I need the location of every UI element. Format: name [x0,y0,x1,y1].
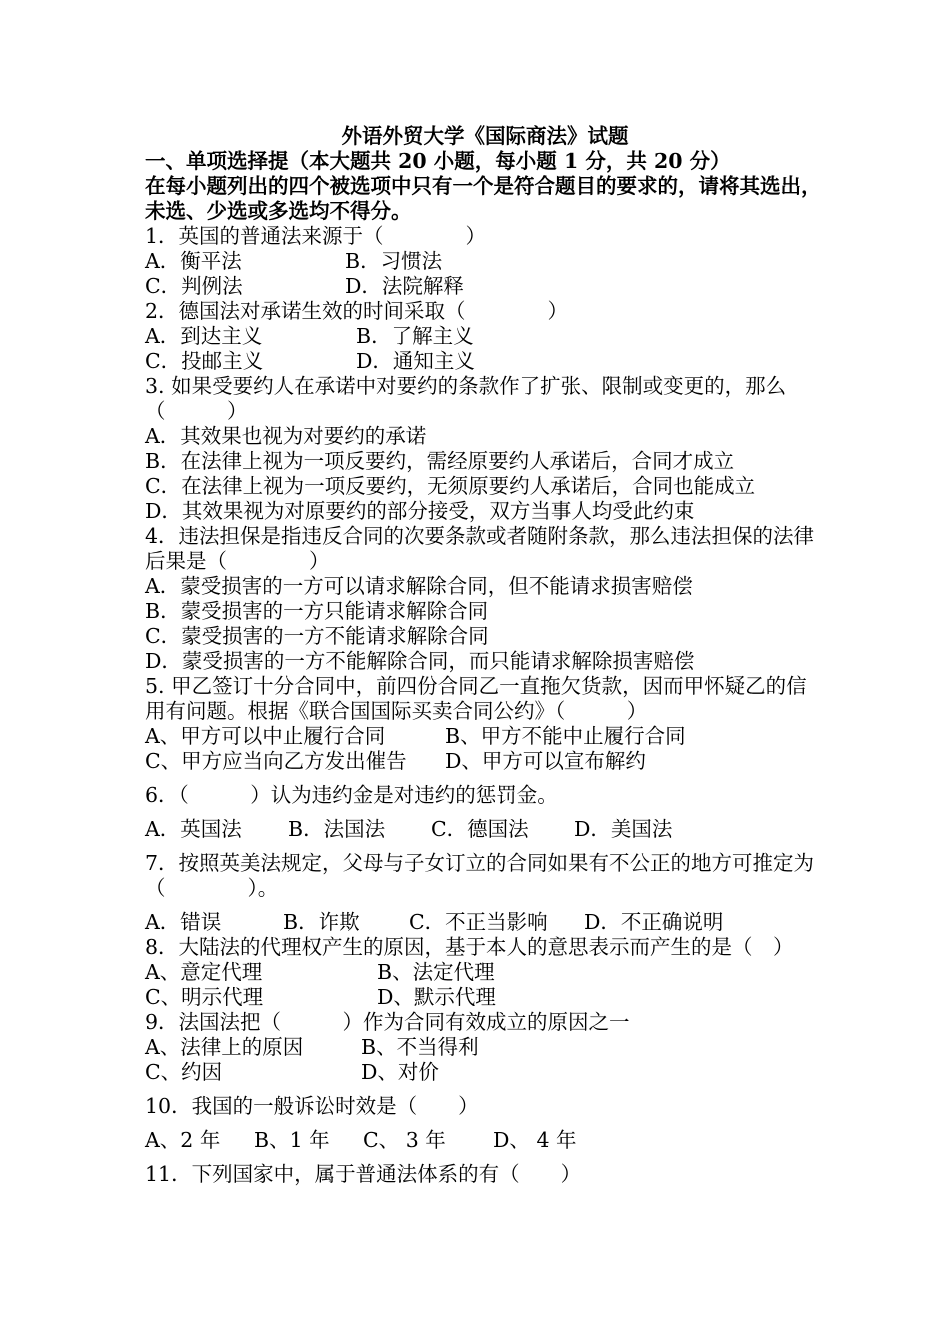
question-7-stem: 7．按照英美法规定，父母与子女订立的合同如果有不公正的地方可推定为（ ）。 [145,851,815,900]
question-11-stem: 11．下列国家中，属于普通法体系的有（ ） [145,1162,582,1186]
question-8-stem: 8．大陆法的代理权产生的原因，基于本人的意思表示而产生的是（ ） [145,935,794,959]
exam-title: 外语外贸大学《国际商法》试题 [341,124,629,148]
question-10-stem: 10．我国的一般诉讼时效是（ ） [145,1094,479,1118]
section-instruction: 在每小题列出的四个被选项中只有一个是符合题目的要求的，请将其选出，未选、少选或多选均不得分。 [145,174,822,223]
option-b: B．在法律上视为一项反要约，需经原要约人承诺后，合同才成立 [145,449,735,473]
option-b: B、不当得利 [361,1035,479,1059]
option-d: D．不正确说明 [584,910,724,934]
question-5-stem: 5. 甲乙签订十分合同中，前四份合同乙一直拖欠货款，因而甲怀疑乙的信用有问题。根据《联合国国际买卖合同公约》（ ） [145,674,807,723]
option-a: A．其效果也视为对要约的承诺 [145,424,427,448]
option-a: A、2 年 [145,1128,221,1152]
option-c: C．蒙受损害的一方不能请求解除合同 [145,624,489,648]
option-b: B．蒙受损害的一方只能请求解除合同 [145,599,489,623]
question-4-stem: 4．违法担保是指违反合同的次要条款或者随附条款，那么违法担保的法律后果是（ ） [145,524,815,573]
option-a: A．错误 [145,910,222,934]
option-a: A．蒙受损害的一方可以请求解除合同，但不能请求损害赔偿 [145,574,693,598]
option-c: C、约因 [145,1060,223,1084]
option-b: B．诈欺 [283,910,360,934]
option-a: A、甲方可以中止履行合同 [145,724,386,748]
option-b: B．习惯法 [345,249,443,273]
option-b: B．法国法 [288,817,386,841]
option-a: A．英国法 [145,817,242,841]
question-6-options-row [145,817,825,842]
question-5-options-row-1 [145,724,825,749]
option-a: A、意定代理 [145,960,263,984]
question-2-options-row-1 [145,324,825,349]
option-c: C、 3 年 [363,1128,446,1152]
option-c: C、甲方应当向乙方发出催告 [145,749,407,773]
option-d: D、默示代理 [377,985,496,1009]
option-a: A．衡平法 [145,249,242,273]
option-c: C．德国法 [431,817,529,841]
option-c: C．判例法 [145,274,243,298]
question-9-stem: 9．法国法把（ ）作为合同有效成立的原因之一 [145,1010,630,1034]
question-1-options-row-2 [145,274,825,299]
option-d: D．通知主义 [356,349,475,373]
question-1-options-row-1 [145,249,825,274]
question-2-options-row-2 [145,349,825,374]
question-8-options-row-2 [145,985,825,1010]
section-heading: 一、单项选择提（本大题共 20 小题，每小题 1 分，共 20 分） [145,149,731,173]
question-3-stem: 3. 如果受要约人在承诺中对要约的条款作了扩张、限制或变更的，那么（ ） [145,374,787,423]
option-d: D、对价 [361,1060,439,1084]
option-b: B、甲方不能中止履行合同 [445,724,686,748]
option-d: D．美国法 [574,817,673,841]
question-9-options-row-2 [145,1060,825,1085]
question-5-options-row-2 [145,749,825,774]
question-7-options-row [145,910,825,935]
question-2-stem: 2．德国法对承诺生效的时间采取（ ） [145,299,569,323]
option-b: B、法定代理 [377,960,495,984]
question-6-stem: 6．（ ）认为违约金是对违约的惩罚金。 [145,783,558,807]
question-1-stem: 1．英国的普通法来源于（ ） [145,224,487,248]
option-b: B、1 年 [254,1128,330,1152]
question-10-options-row [145,1128,825,1153]
option-d: D．其效果视为对原要约的部分接受，双方当事人均受此约束 [145,499,695,523]
option-a: A、法律上的原因 [145,1035,304,1059]
option-d: D．法院解释 [345,274,464,298]
option-b: B．了解主义 [356,324,474,348]
option-c: C．在法律上视为一项反要约，无须原要约人承诺后，合同也能成立 [145,474,756,498]
option-a: A．到达主义 [145,324,263,348]
exam-page [145,124,825,1187]
option-d: D、 4 年 [493,1128,577,1152]
option-d: D、甲方可以宣布解约 [445,749,646,773]
option-c: C、明示代理 [145,985,264,1009]
option-d: D．蒙受损害的一方不能解除合同，而只能请求解除损害赔偿 [145,649,695,673]
question-8-options-row-1 [145,960,825,985]
option-c: C．投邮主义 [145,349,264,373]
question-9-options-row-1 [145,1035,825,1060]
option-c: C．不正当影响 [409,910,548,934]
